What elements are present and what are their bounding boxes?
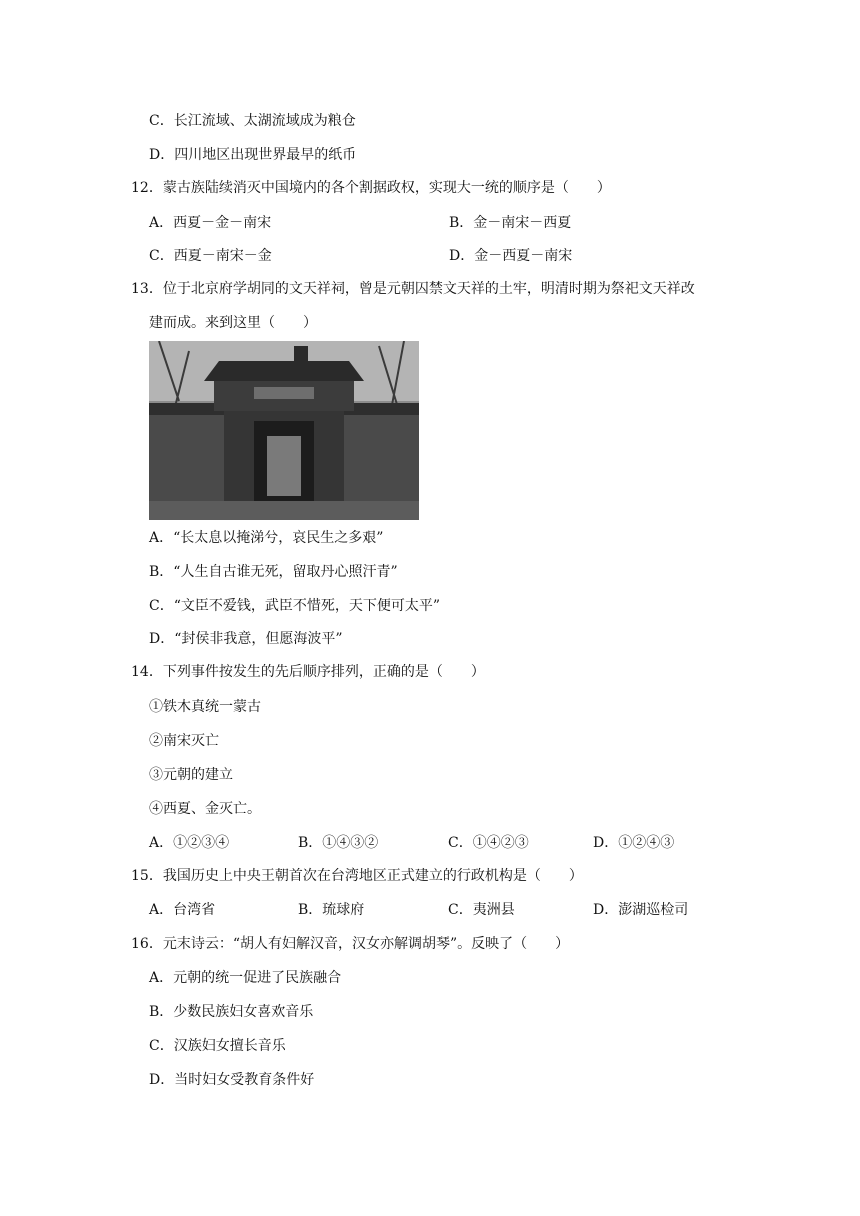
q13-stem-line1: 13．位于北京府学胡同的文天祥祠，曾是元朝囚禁文天祥的土牢，明清时期为祭祀文天祥改 xyxy=(131,281,695,297)
q14-option-d: D．①②④③ xyxy=(593,835,675,851)
q12-option-d: D．金－西夏－南宋 xyxy=(449,248,573,264)
q12-option-c: C．西夏－南宋－金 xyxy=(149,248,272,264)
q15-option-b: B．琉球府 xyxy=(298,902,365,918)
q14-option-b: B．①④③② xyxy=(298,835,379,851)
q15-option-d: D．澎湖巡检司 xyxy=(593,902,689,918)
q11-option-d: D．四川地区出现世界最早的纸币 xyxy=(149,147,357,163)
q13-stem-line2: 建而成。来到这里（ ） xyxy=(149,315,317,331)
q16-option-b: B．少数民族妇女喜欢音乐 xyxy=(149,1004,314,1020)
wen-tianxiang-shrine-photo xyxy=(149,341,419,520)
q14-option-a: A．①②③④ xyxy=(149,835,230,851)
q16-option-c: C．汉族妇女擅长音乐 xyxy=(149,1038,286,1054)
q14-item-3: ③元朝的建立 xyxy=(149,767,233,783)
q11-option-c: C．长江流域、太湖流域成为粮仓 xyxy=(149,113,356,129)
q13-option-c: C．“文臣不爱钱，武臣不惜死，天下便可太平” xyxy=(149,598,441,614)
q14-option-c: C．①④②③ xyxy=(448,835,529,851)
q14-item-1: ①铁木真统一蒙古 xyxy=(149,699,261,715)
shrine-gate-illustration xyxy=(149,341,419,520)
q12-option-a: A．西夏－金－南宋 xyxy=(149,215,272,231)
q12-stem: 12．蒙古族陆续消灭中国境内的各个割据政权，实现大一统的顺序是（ ） xyxy=(131,180,611,196)
q15-stem: 15．我国历史上中央王朝首次在台湾地区正式建立的行政机构是（ ） xyxy=(131,868,583,884)
q14-stem: 14．下列事件按发生的先后顺序排列，正确的是（ ） xyxy=(131,664,485,680)
q13-option-a: A．“长太息以掩涕兮，哀民生之多艰” xyxy=(149,530,384,546)
q16-option-a: A．元朝的统一促进了民族融合 xyxy=(149,970,342,986)
q14-item-4: ④西夏、金灭亡。 xyxy=(149,801,261,817)
q14-item-2: ②南宋灭亡 xyxy=(149,733,219,749)
q15-option-a: A．台湾省 xyxy=(149,902,216,918)
q12-option-b: B．金－南宋－西夏 xyxy=(449,215,572,231)
q13-option-b: B．“人生自古谁无死，留取丹心照汗青” xyxy=(149,564,398,580)
q13-option-d: D．“封侯非我意，但愿海波平” xyxy=(149,631,343,647)
q16-option-d: D．当时妇女受教育条件好 xyxy=(149,1072,315,1088)
q15-option-c: C．夷洲县 xyxy=(448,902,515,918)
q16-stem: 16．元末诗云：“胡人有妇解汉音，汉女亦解调胡琴”。反映了（ ） xyxy=(131,936,570,952)
